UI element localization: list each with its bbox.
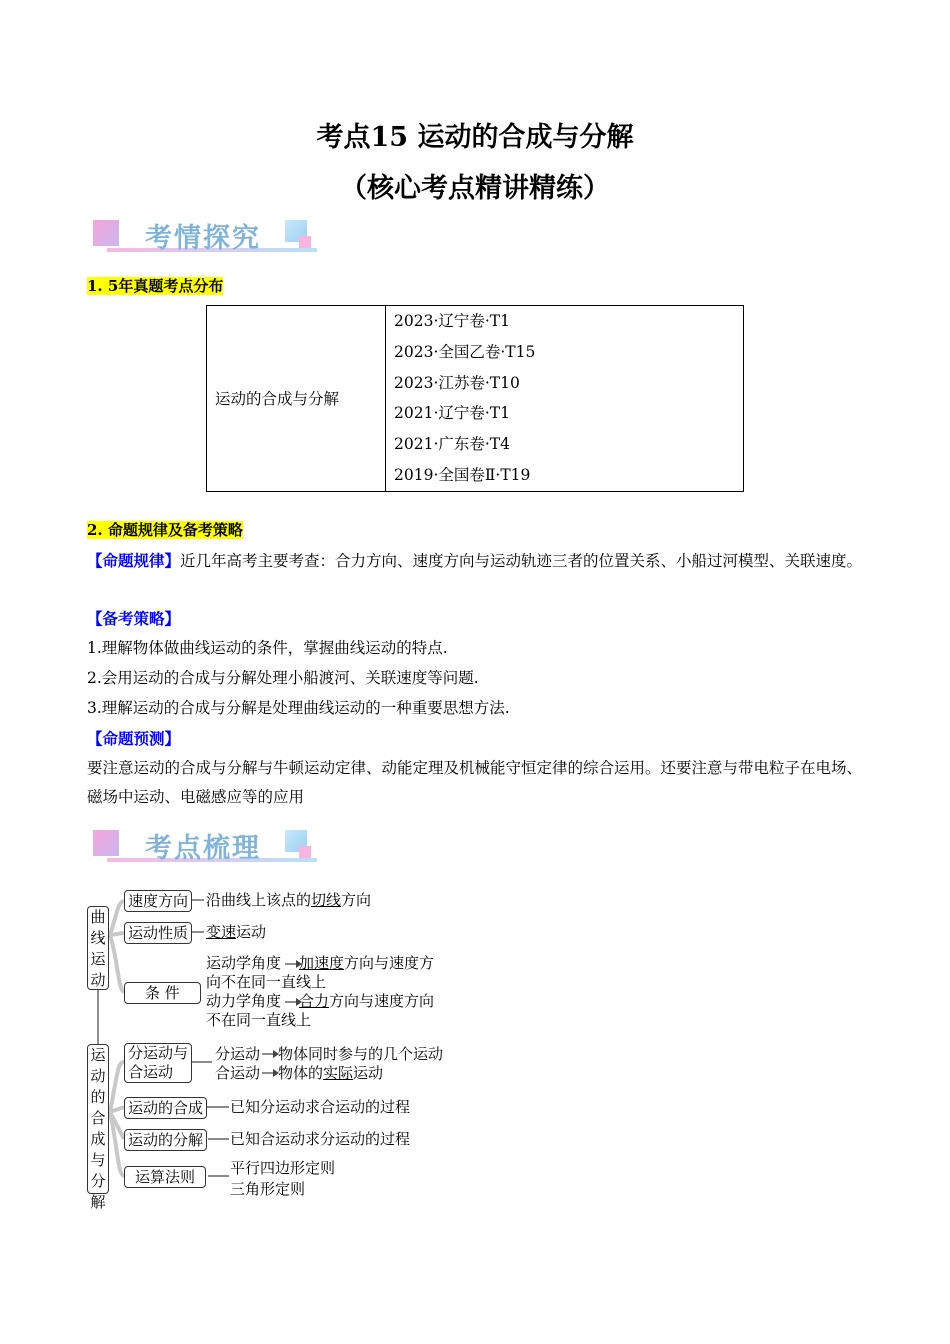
mindmap-node-decomposition: 运动的分解 — [124, 1129, 207, 1151]
mindmap-text: 合运动 物体的实际运动 — [215, 1064, 384, 1082]
mindmap-root-composition: 运动的合成与分解 — [87, 1044, 109, 1194]
mindmap-text: 动力学角度 合力方向与速度方向 — [206, 992, 435, 1010]
table-item: 2021·广东卷·T4 — [394, 435, 511, 454]
mindmap-node-velocity-direction: 速度方向 — [124, 890, 192, 912]
forecast-text: 要注意运动的合成与分解与牛顿运动定律、动能定理及机械能守恒定律的综合运用。还要注意与带电粒子在电场、磁场中运动、电磁感应等的应用 — [87, 759, 863, 806]
strategy-item: 2.会用运动的合成与分解处理小船渡河、关联速度等问题. — [87, 669, 479, 687]
mindmap-text: 不在同一直线上 — [206, 1011, 312, 1029]
table-item: 2023·全国乙卷·T15 — [394, 342, 536, 361]
section-heading-distribution: 1. 5年真题考点分布 — [87, 277, 224, 295]
page-subtitle: （核心考点精讲精练） — [340, 173, 610, 204]
mindmap-node-condition: 条 件 — [124, 982, 201, 1004]
mindmap-root-curvilinear: 曲线运动 — [87, 906, 109, 990]
mindmap-text: 平行四边形定则 — [230, 1159, 336, 1177]
mindmap-node-component-resultant: 分运动与 合运动 — [124, 1043, 192, 1083]
page-title: 考点15 运动的合成与分解 — [316, 122, 634, 153]
banner-text: 考点梳理 — [145, 833, 261, 864]
mindmap-text: 变速运动 — [206, 923, 267, 941]
section-heading-strategy: 2. 命题规律及备考策略 — [87, 521, 243, 539]
banner-text: 考情探究 — [145, 223, 261, 254]
table-item: 2023·江苏卷·T10 — [394, 373, 520, 392]
mindmap-text: 已知分运动求合运动的过程 — [230, 1098, 411, 1116]
strategy-item: 1.理解物体做曲线运动的条件，掌握曲线运动的特点. — [87, 639, 448, 657]
rule-text: 近几年高考主要考查：合力方向、速度方向与运动轨迹三者的位置关系、小船过河模型、关联速度。 — [180, 552, 863, 570]
rule-label: 【命题规律】 — [87, 551, 181, 570]
mindmap-text: 三角形定则 — [230, 1180, 306, 1198]
mindmap-text: 运动学角度 加速度方向与速度方 — [206, 954, 435, 972]
table-item: 2021·辽宁卷·T1 — [394, 404, 511, 423]
table-topic-cell: 运动的合成与分解 — [207, 306, 386, 492]
strategy-label: 【备考策略】 — [87, 609, 181, 628]
mindmap-text: 分运动 物体同时参与的几个运动 — [215, 1045, 444, 1063]
mindmap-text: 沿曲线上该点的切线方向 — [206, 891, 372, 909]
forecast-label: 【命题预测】 — [87, 729, 181, 748]
table-item: 2023·辽宁卷·T1 — [394, 312, 511, 330]
mindmap-text: 已知合运动求分运动的过程 — [230, 1130, 411, 1148]
mindmap-node-composition: 运动的合成 — [124, 1097, 207, 1119]
table-item: 2019·全国卷Ⅱ·T19 — [394, 465, 531, 484]
mindmap-node-motion-nature: 运动性质 — [124, 922, 192, 944]
strategy-item: 3.理解运动的合成与分解是处理曲线运动的一种重要思想方法. — [87, 699, 510, 717]
mindmap-text: 向不在同一直线上 — [206, 973, 327, 991]
mindmap-node-rules: 运算法则 — [124, 1166, 206, 1188]
